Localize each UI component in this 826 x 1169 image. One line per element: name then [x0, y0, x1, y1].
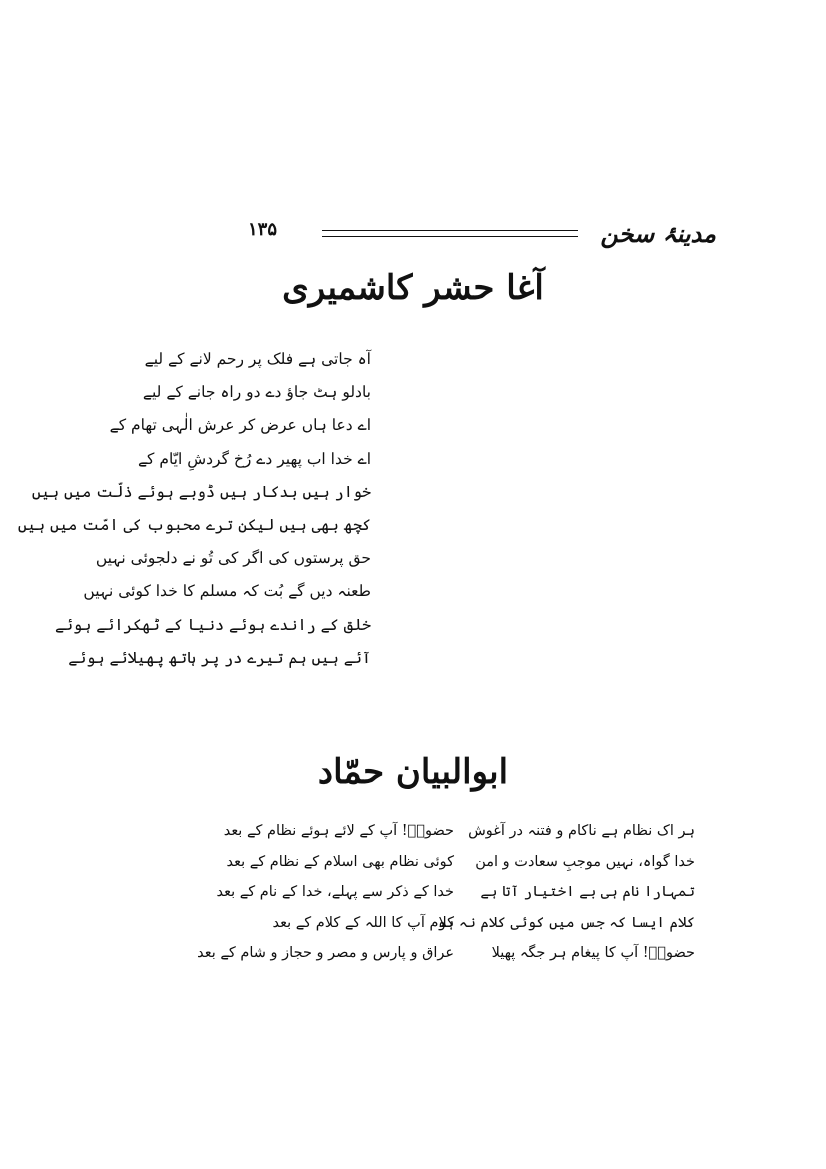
poem-line: کوئی نظام بھی اسلام کے نظام کے بعد: [226, 853, 454, 870]
poem-line: خدا گواہ، نہیں موجبِ سعادت و امن: [475, 853, 695, 870]
poem-line: اے دعا ہاں عرض کر عرش الٰہی تھام کے: [109, 416, 371, 435]
poem-line: آئے ہیں ہم تیرے در پر ہاتھ پھیلائے ہوئے: [68, 648, 371, 667]
poet-title-abul-bayan: ابوالبیان حمّاد: [317, 752, 509, 792]
page-number: ۱۳۵: [248, 219, 278, 240]
poem-line: طعنہ دیں گے بُت کہ مسلم کا خدا کوئی نہیں: [83, 582, 371, 601]
poem-line: کچھ بھی ہیں لیکن ترے محبوب کی امّت میں ہیں: [17, 515, 371, 534]
poem-line: خوار ہیں بدکار ہیں ڈوبے ہوئے ذلّت میں ہیں: [31, 482, 371, 501]
poem-line: آہ جاتی ہے فلک پر رحم لانے کے لیے: [144, 350, 371, 368]
poet-title-agha-hashr: آغا حشر کاشمیری: [282, 268, 544, 308]
poem-left-column: [197, 816, 454, 969]
poem-agha-hashr: [17, 343, 371, 675]
poem-line: تمہارا نام ہی بے اختیار آتا ہے: [480, 884, 695, 900]
poem-line: حضورؐ! آپ کے لائے ہوئے نظام کے بعد: [223, 823, 454, 839]
page-header: [0, 205, 826, 265]
book-title: مدینۂ سخن: [600, 219, 716, 248]
poem-line: بادلو ہٹ جاؤ دے دو راہ جانے کے لیے: [142, 383, 371, 402]
poem-line: خلق کے راندے ہوئے دنیا کے ٹھکرائے ہوئے: [54, 615, 371, 634]
poem-line: عراق و پارس و مصر و حجاز و شام کے بعد: [197, 945, 454, 961]
poem-right-column: [437, 816, 695, 969]
header-rule-bottom: [322, 236, 578, 237]
poem-line: ہر اک نظام ہے ناکام و فتنہ در آغوش: [468, 823, 695, 839]
poem-line: حضورؐ! آپ کا پیغام ہر جگہ پھیلا: [491, 945, 695, 961]
poem-line: کلام آپ کا اللہ کے کلام کے بعد: [272, 914, 454, 931]
poem-line: کلام ایسا کہ جس میں کوئی کلام نہ ہو: [437, 914, 695, 931]
header-rule-top: [322, 230, 578, 231]
poem-line: اے خدا اب پھیر دے رُخ گردشِ ایّام کے: [137, 449, 371, 468]
poem-line: حق پرستوں کی اگر کی تُو نے دلجوئی نہیں: [95, 549, 371, 568]
poem-line: خدا کے ذکر سے پہلے، خدا کے نام کے بعد: [216, 884, 454, 900]
